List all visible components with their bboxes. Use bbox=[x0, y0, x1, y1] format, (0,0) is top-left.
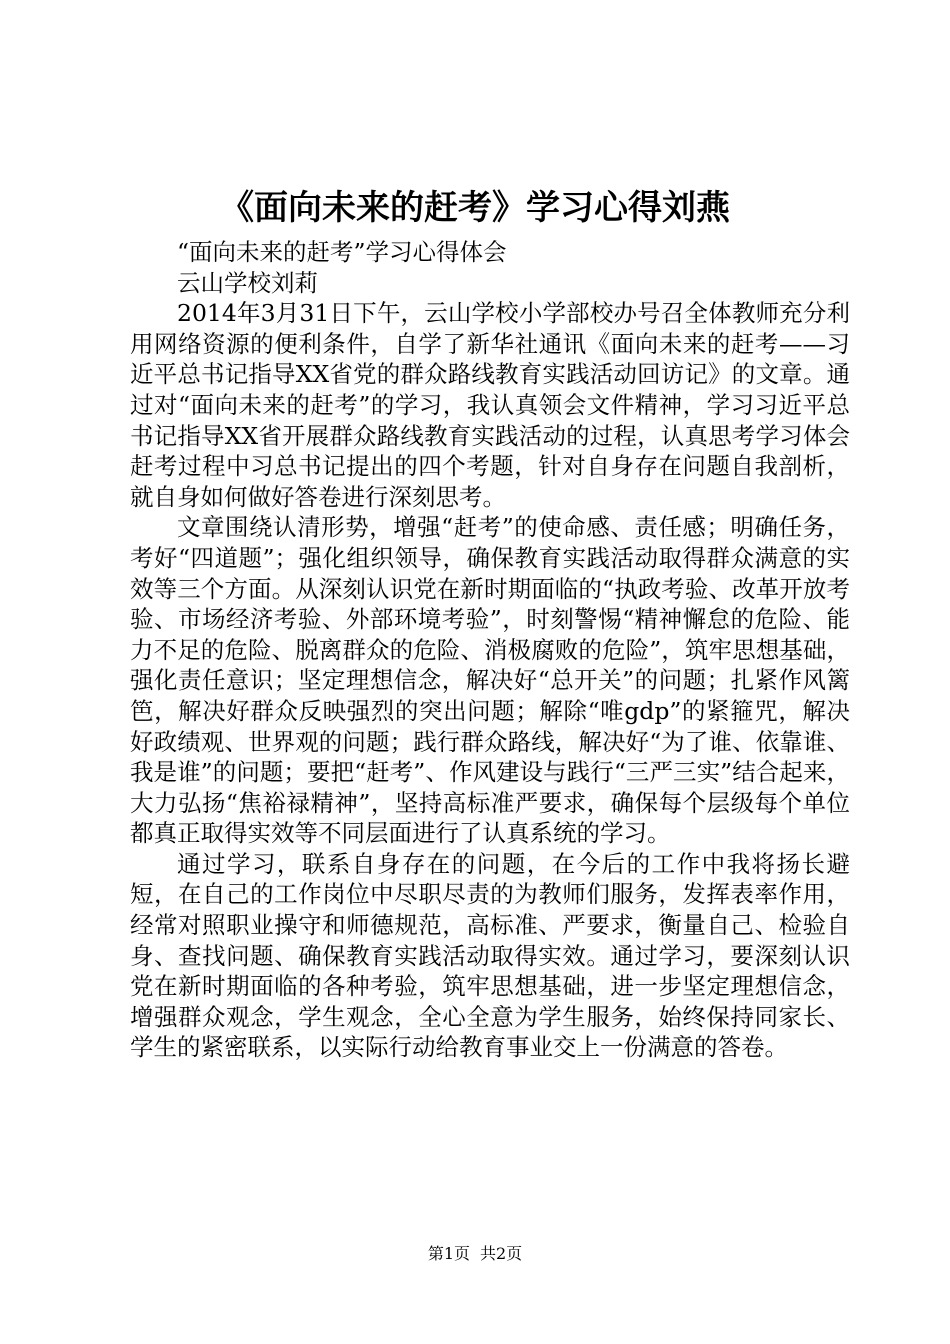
paragraph: 通过学习，联系自身存在的问题，在今后的工作中我将扬长避短，在自己的工作岗位中尽职尽责的为教师们服务，发挥表率作用，经常对照职业操守和师德规范，高标准、严要求，衡量自己、检验自身、查找问题、确保教育实践活动取得实效。通过学习，要深刻认识党在新时期面临的各种考验，筑牢思想基础，进一步坚定理想信念，增强群众观念，学生观念，全心全意为学生服务，始终保持同家长、学生的紧密联系，以实际行动给教育事业交上一份满意的答卷。 bbox=[130, 849, 850, 1062]
document-title: 《面向未来的赶考》学习心得刘燕 bbox=[220, 188, 730, 228]
page-number: 第1页 bbox=[427, 1244, 470, 1263]
document-body bbox=[130, 237, 850, 1063]
page-footer bbox=[0, 1243, 950, 1265]
paragraph: 文章围绕认清形势，增强“赶考”的使命感、责任感；明确任务，考好“四道题”；强化组织领导，确保教育实践活动取得群众满意的实效等三个方面。从深刻认识党在新时期面临的“执政考验、改革开放考验、市场经济考验、外部环境考验”，时刻警惕“精神懈怠的危险、能力不足的危险、脱离群众的危险、消极腐败的危险”，筑牢思想基础，强化责任意识；坚定理想信念，解决好“总开关”的问题；扎紧作风篱笆，解决好群众反映强烈的突出问题；解除“唯gdp”的紧箍咒，解决好政绩观、世界观的问题；践行群众路线，解决好“为了谁、依靠谁、我是谁”的问题；要把“赶考”、作风建设与践行“三严三实”结合起来，大力弘扬“焦裕禄精神”，坚持高标准严要求，确保每个层级每个单位都真正取得实效等不同层面进行了认真系统的学习。 bbox=[130, 513, 850, 848]
page-total: 共2页 bbox=[480, 1244, 523, 1263]
document-author: 云山学校刘莉 bbox=[177, 268, 318, 297]
document-subtitle: “面向未来的赶考”学习心得体会 bbox=[177, 238, 507, 266]
paragraph: 2014年3月31日下午，云山学校小学部校办号召全体教师充分利用网络资源的便利条件，自学了新华社通讯《面向未来的赶考——习近平总书记指导XX省党的群众路线教育实践活动回访记》的文章。通过对“面向未来的赶考”的学习，我认真领会文件精神，学习习近平总书记指导XX省开展群众路线教育实践活动的过程，认真思考学习体会赶考过程中习总书记提出的四个考题，针对自身存在问题自我剖析，就自身如何做好答卷进行深刻思考。 bbox=[130, 299, 850, 511]
